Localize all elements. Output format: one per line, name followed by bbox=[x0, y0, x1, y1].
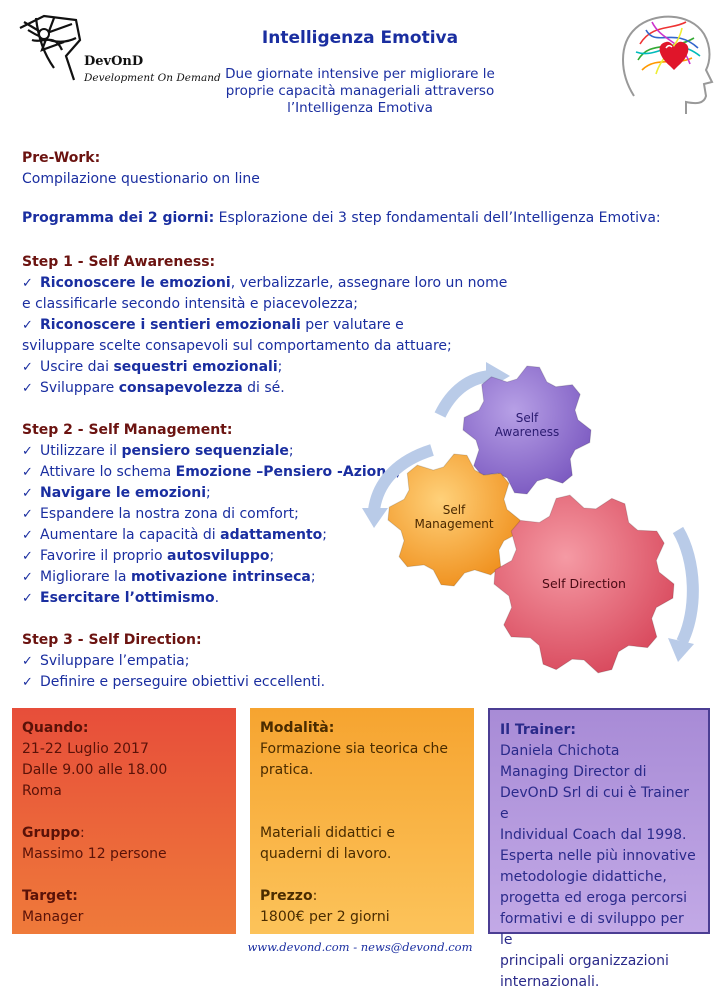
info-box-modalita bbox=[250, 708, 474, 934]
page-subtitle bbox=[200, 66, 520, 117]
gear-label: Awareness bbox=[494, 425, 560, 439]
list-item: ✓ Aumentare la capacità di adattamento; bbox=[22, 525, 400, 546]
trainer-bio-line: Esperta nelle più innovative bbox=[500, 848, 696, 864]
subtitle-line: Due giornate intensive per migliorare le bbox=[225, 66, 495, 82]
trainer-bio-line: metodologie didattiche, bbox=[500, 869, 667, 885]
subtitle-line: proprie capacità manageriali attraverso bbox=[225, 83, 495, 99]
quando-date: 21-22 Luglio 2017 bbox=[22, 741, 149, 757]
trainer-label: Il Trainer: bbox=[500, 722, 577, 738]
trainer-bio-line: internazionali. bbox=[500, 974, 600, 990]
gear-label: Self bbox=[515, 411, 539, 425]
list-item: ✓ Riconoscere le emozioni, verbalizzarle, assegnare loro un nome bbox=[22, 273, 507, 294]
list-item: ✓ Favorire il proprio autosviluppo; bbox=[22, 546, 400, 567]
info-box-quando bbox=[12, 708, 236, 934]
list-item: ✓ Esercitare l’ottimismo. bbox=[22, 588, 400, 609]
step3-heading: Step 3 - Self Direction: bbox=[22, 632, 202, 648]
quando-label: Quando: bbox=[22, 720, 89, 736]
target-value: Manager bbox=[22, 909, 84, 925]
gear-label: Self bbox=[442, 503, 466, 517]
target-label: Target: bbox=[22, 888, 78, 904]
info-box-trainer bbox=[488, 708, 710, 990]
step2-section bbox=[22, 420, 400, 609]
modalita-line: Formazione sia teorica che bbox=[260, 741, 449, 757]
list-item: ✓ Attivare lo schema Emozione –Pensiero -Azione; bbox=[22, 462, 400, 483]
list-item: ✓ Uscire dai sequestri emozionali; bbox=[22, 357, 507, 378]
gear-label: Self Direction bbox=[542, 576, 626, 591]
logo-name: DevOnD bbox=[84, 54, 144, 69]
trainer-bio-line: progetta ed eroga percorsi bbox=[500, 890, 688, 906]
trainer-bio-line: Individual Coach dal 1998. bbox=[500, 827, 687, 843]
arrow-head bbox=[668, 638, 694, 662]
prezzo-line: Prezzo: bbox=[260, 888, 318, 904]
list-item-continuation: e classificarle secondo intensità e piacevolezza; bbox=[22, 296, 358, 312]
trainer-bio-line: formativi e di sviluppo per le bbox=[500, 911, 684, 948]
footer-contacts: www.devond.com - news@devond.com bbox=[247, 940, 473, 954]
programma-line bbox=[22, 208, 661, 229]
gears-diagram bbox=[360, 350, 720, 680]
prezzo-value: 1800€ per 2 giorni bbox=[260, 909, 390, 925]
gruppo-value: Massimo 12 persone bbox=[22, 846, 167, 862]
trainer-bio bbox=[500, 741, 698, 993]
logo-tagline: Development On Demand bbox=[84, 72, 221, 84]
arrow-head bbox=[362, 508, 388, 528]
modalita-label: Modalità: bbox=[260, 720, 335, 736]
list-item-continuation: sviluppare scelte consapevoli sul comportamento da attuare; bbox=[22, 338, 452, 354]
prework-section bbox=[22, 148, 260, 190]
brain-heart-illustration bbox=[612, 4, 716, 116]
subtitle-line: l’Intelligenza Emotiva bbox=[287, 100, 433, 116]
trainer-bio-line: Managing Director di bbox=[500, 764, 647, 780]
list-item: ✓ Definire e perseguire obiettivi eccellenti. bbox=[22, 672, 325, 693]
trainer-bio-line: principali organizzazioni bbox=[500, 953, 669, 969]
materiali-line: quaderni di lavoro. bbox=[260, 846, 392, 862]
list-item: ✓ Espandere la nostra zona di comfort; bbox=[22, 504, 400, 525]
list-item: ✓ Migliorare la motivazione intrinseca; bbox=[22, 567, 400, 588]
programma-text: Esplorazione dei 3 step fondamentali dell’Intelligenza Emotiva: bbox=[214, 210, 661, 226]
list-item: ✓ Utilizzare il pensiero sequenziale; bbox=[22, 441, 400, 462]
page-title: Intelligenza Emotiva bbox=[261, 28, 459, 48]
step1-heading: Step 1 - Self Awareness: bbox=[22, 254, 216, 270]
trainer-bio-line: Daniela Chichota bbox=[500, 743, 620, 759]
prework-heading: Pre-Work: bbox=[22, 150, 101, 166]
step2-heading: Step 2 - Self Management: bbox=[22, 422, 233, 438]
list-item: ✓ Sviluppare l’empatia; bbox=[22, 651, 325, 672]
cycle-arrow bbox=[678, 530, 693, 642]
list-item: ✓ Riconoscere i sentieri emozionali per valutare e bbox=[22, 315, 507, 336]
trainer-bio-line: DevOnD Srl di cui è Trainer e bbox=[500, 785, 689, 822]
step3-section bbox=[22, 630, 325, 693]
gear-label: Management bbox=[414, 517, 494, 531]
gruppo-line: Gruppo: bbox=[22, 825, 85, 841]
materiali-line: Materiali didattici e bbox=[260, 825, 395, 841]
modalita-line: pratica. bbox=[260, 762, 314, 778]
list-item: ✓ Sviluppare consapevolezza di sé. bbox=[22, 378, 507, 399]
quando-place: Roma bbox=[22, 783, 62, 799]
programma-heading: Programma dei 2 giorni: bbox=[22, 210, 215, 226]
quando-time: Dalle 9.00 alle 18.00 bbox=[22, 762, 168, 778]
prework-text: Compilazione questionario on line bbox=[22, 171, 260, 187]
list-item: ✓ Navigare le emozioni; bbox=[22, 483, 400, 504]
